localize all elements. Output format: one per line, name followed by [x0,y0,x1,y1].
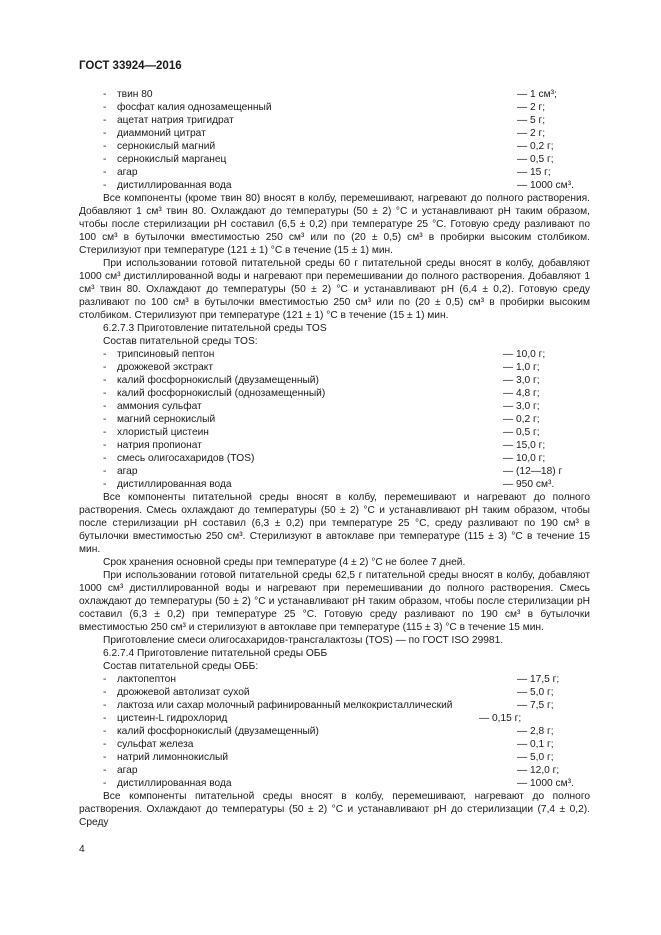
list-item: - диаммоний цитрат — 2 г; [103,128,546,139]
paragraph: При использовании готовой питательной среды 62,5 г питательной среды вносят в колбу, добавляют 1000 см³ дистиллированной воды и нагревают при перемешивании до полного растворения. Смесь охлаждают до температуры (50 ± 2) °С и устанавливают pH таким образом, чтобы после стерилизации pH составил (6,3 ± 0,2) при температуре 25 °С. Готовую среду разливают по 190 см³ в бутылочки вместимостью 250 см³ и стерилизуют в автоклаве при температуре (115 ± 3) °С в течение 15 мин. [79,570,590,633]
list-item: - цистеин-L гидрохлорид — 0,15 г; [103,713,522,724]
list-item: - ацетат натрия тригидрат — 5 г; [103,115,546,126]
paragraph: Все компоненты (кроме твин 80) вносят в колбу, перемешивают, нагревают до полного растворения. Добавляют 1 см³ твин 80. Охлаждают до температуры (50 ± 2) °С и устанавливают pH таким образом, чтобы после стерилизации pH составил (6,5 ± 0,2) при температуре 25 °С. Готовую среду разливают по 100 см³ в бутылочки вместимостью 250 см³ или по (20 ± 0,5) см³ в пробирки высоким столбиком. Стерилизуют при температуре (121 ± 1) °С в течение (15 ± 1) мин. [79,193,590,256]
list-item: - дистиллированная вода — 1000 см³. [103,180,574,191]
list-item: - агар — (12—18) г [103,466,563,477]
document-body [79,88,590,829]
page-number: 4 [79,844,85,855]
list-item: - дистиллированная вода — 950 см³. [103,479,555,490]
list-item: - магний сернокислый — 0,2 г; [103,414,540,425]
list-item: - сернокислый магний — 0,2 г; [103,141,554,152]
section-heading-6273: 6.2.7.3 Приготовление питательной среды TOS [103,323,327,334]
list-item: - твин 80 — 1 см³; [103,89,557,100]
list-item: - дистиллированная вода — 1000 см³. [103,778,574,789]
list-item: - натрий лимоннокислый — 5,0 г; [103,752,554,763]
list-item: - лактоза или сахар молочный рафинированный мелкокристаллический — 7,5 г; [103,700,554,711]
list-item: - калий фосфорнокислый (двузамещенный) — 2,8 г; [103,726,554,737]
section-heading-6274: 6.2.7.4 Приготовление питательной среды ОББ [103,648,328,659]
list-item: - дрожжевой экстракт — 1,0 г; [103,362,540,373]
paragraph: При использовании готовой питательной среды 60 г питательной среды вносят в колбу, добавляют 1000 см³ дистиллированной воды и нагревают при перемешивании до полного растворения. Добавляют 1 см³ твин 80. Охлаждают до температуры (50 ± 2) °С и устанавливают pH (6,4 ± 0,2). Готовую среду разливают по 100 см³ в бутылочки вместимостью 250 см³ или по (20 ± 0,5) см³ в пробирки высоким столбиком. Стерилизуют при температуре (121 ± 1) °С в течение (15 ± 1) мин. [79,258,590,321]
document-header: ГОСТ 33924—2016 [79,60,182,72]
list-item: - сульфат железа — 0,1 г; [103,739,554,750]
list-item: - агар — 15 г; [103,167,551,178]
paragraph: Все компоненты питательной среды вносят в колбу, перемешивают, нагревают до полного растворения. Охлаждают до температуры (50 ± 2) °С и устанавливают pH до стерилизации (7,4 ± 0,2). Среду [79,791,590,828]
list-item: - хлористый цистеин — 0,5 г; [103,427,540,438]
list-item: - лактопептон — 17,5 г; [103,674,560,685]
ingredient-list-3 [79,673,590,790]
paragraph: Приготовление смеси олигосахаридов-трансгалактозы (TOS) — по ГОСТ ISO 29981. [103,635,504,646]
composition-intro: Состав питательной среды TOS: [103,336,258,347]
list-item: - трипсиновый пептон — 10,0 г; [103,349,546,360]
list-item: - калий фосфорнокислый (двузамещенный) — 3,0 г; [103,375,540,386]
paragraph: Все компоненты питательной среды вносят в колбу, перемешивают и нагревают до полного растворения. Смесь охлаждают до температуры (50 ± 2) °С и устанавливают pH таким образом, чтобы после стерилизации pH составил (6,3 ± 0,2) при температуре 25 °С, среду разливают по 190 см³ в бутылочки вместимостью 250 см³. Стерилизуют в автоклаве при температуре (115 ± 3) °С в течение 15 мин. [79,492,590,555]
composition-intro: Состав питательной среды ОББ: [103,661,259,672]
list-item: - смесь олигосахаридов (TOS) — 10,0 г; [103,453,546,464]
list-item: - дрожжевой автолизат сухой — 5,0 г; [103,687,554,698]
list-item: - натрия пропионат — 15,0 г; [103,440,546,451]
list-item: - сернокислый марганец — 0,5 г; [103,154,554,165]
list-item: - аммония сульфат — 3,0 г; [103,401,540,412]
ingredient-list-1 [79,88,590,192]
list-item: - фосфат калия однозамещенный — 2 г; [103,102,546,113]
list-item: - агар — 12,0 г; [103,765,560,776]
list-item: - калий фосфорнокислый (однозамещенный) — 4,8 г; [103,388,540,399]
ingredient-list-2 [79,348,590,491]
paragraph: Срок хранения основной среды при температуре (4 ± 2) °С не более 7 дней. [103,557,466,568]
